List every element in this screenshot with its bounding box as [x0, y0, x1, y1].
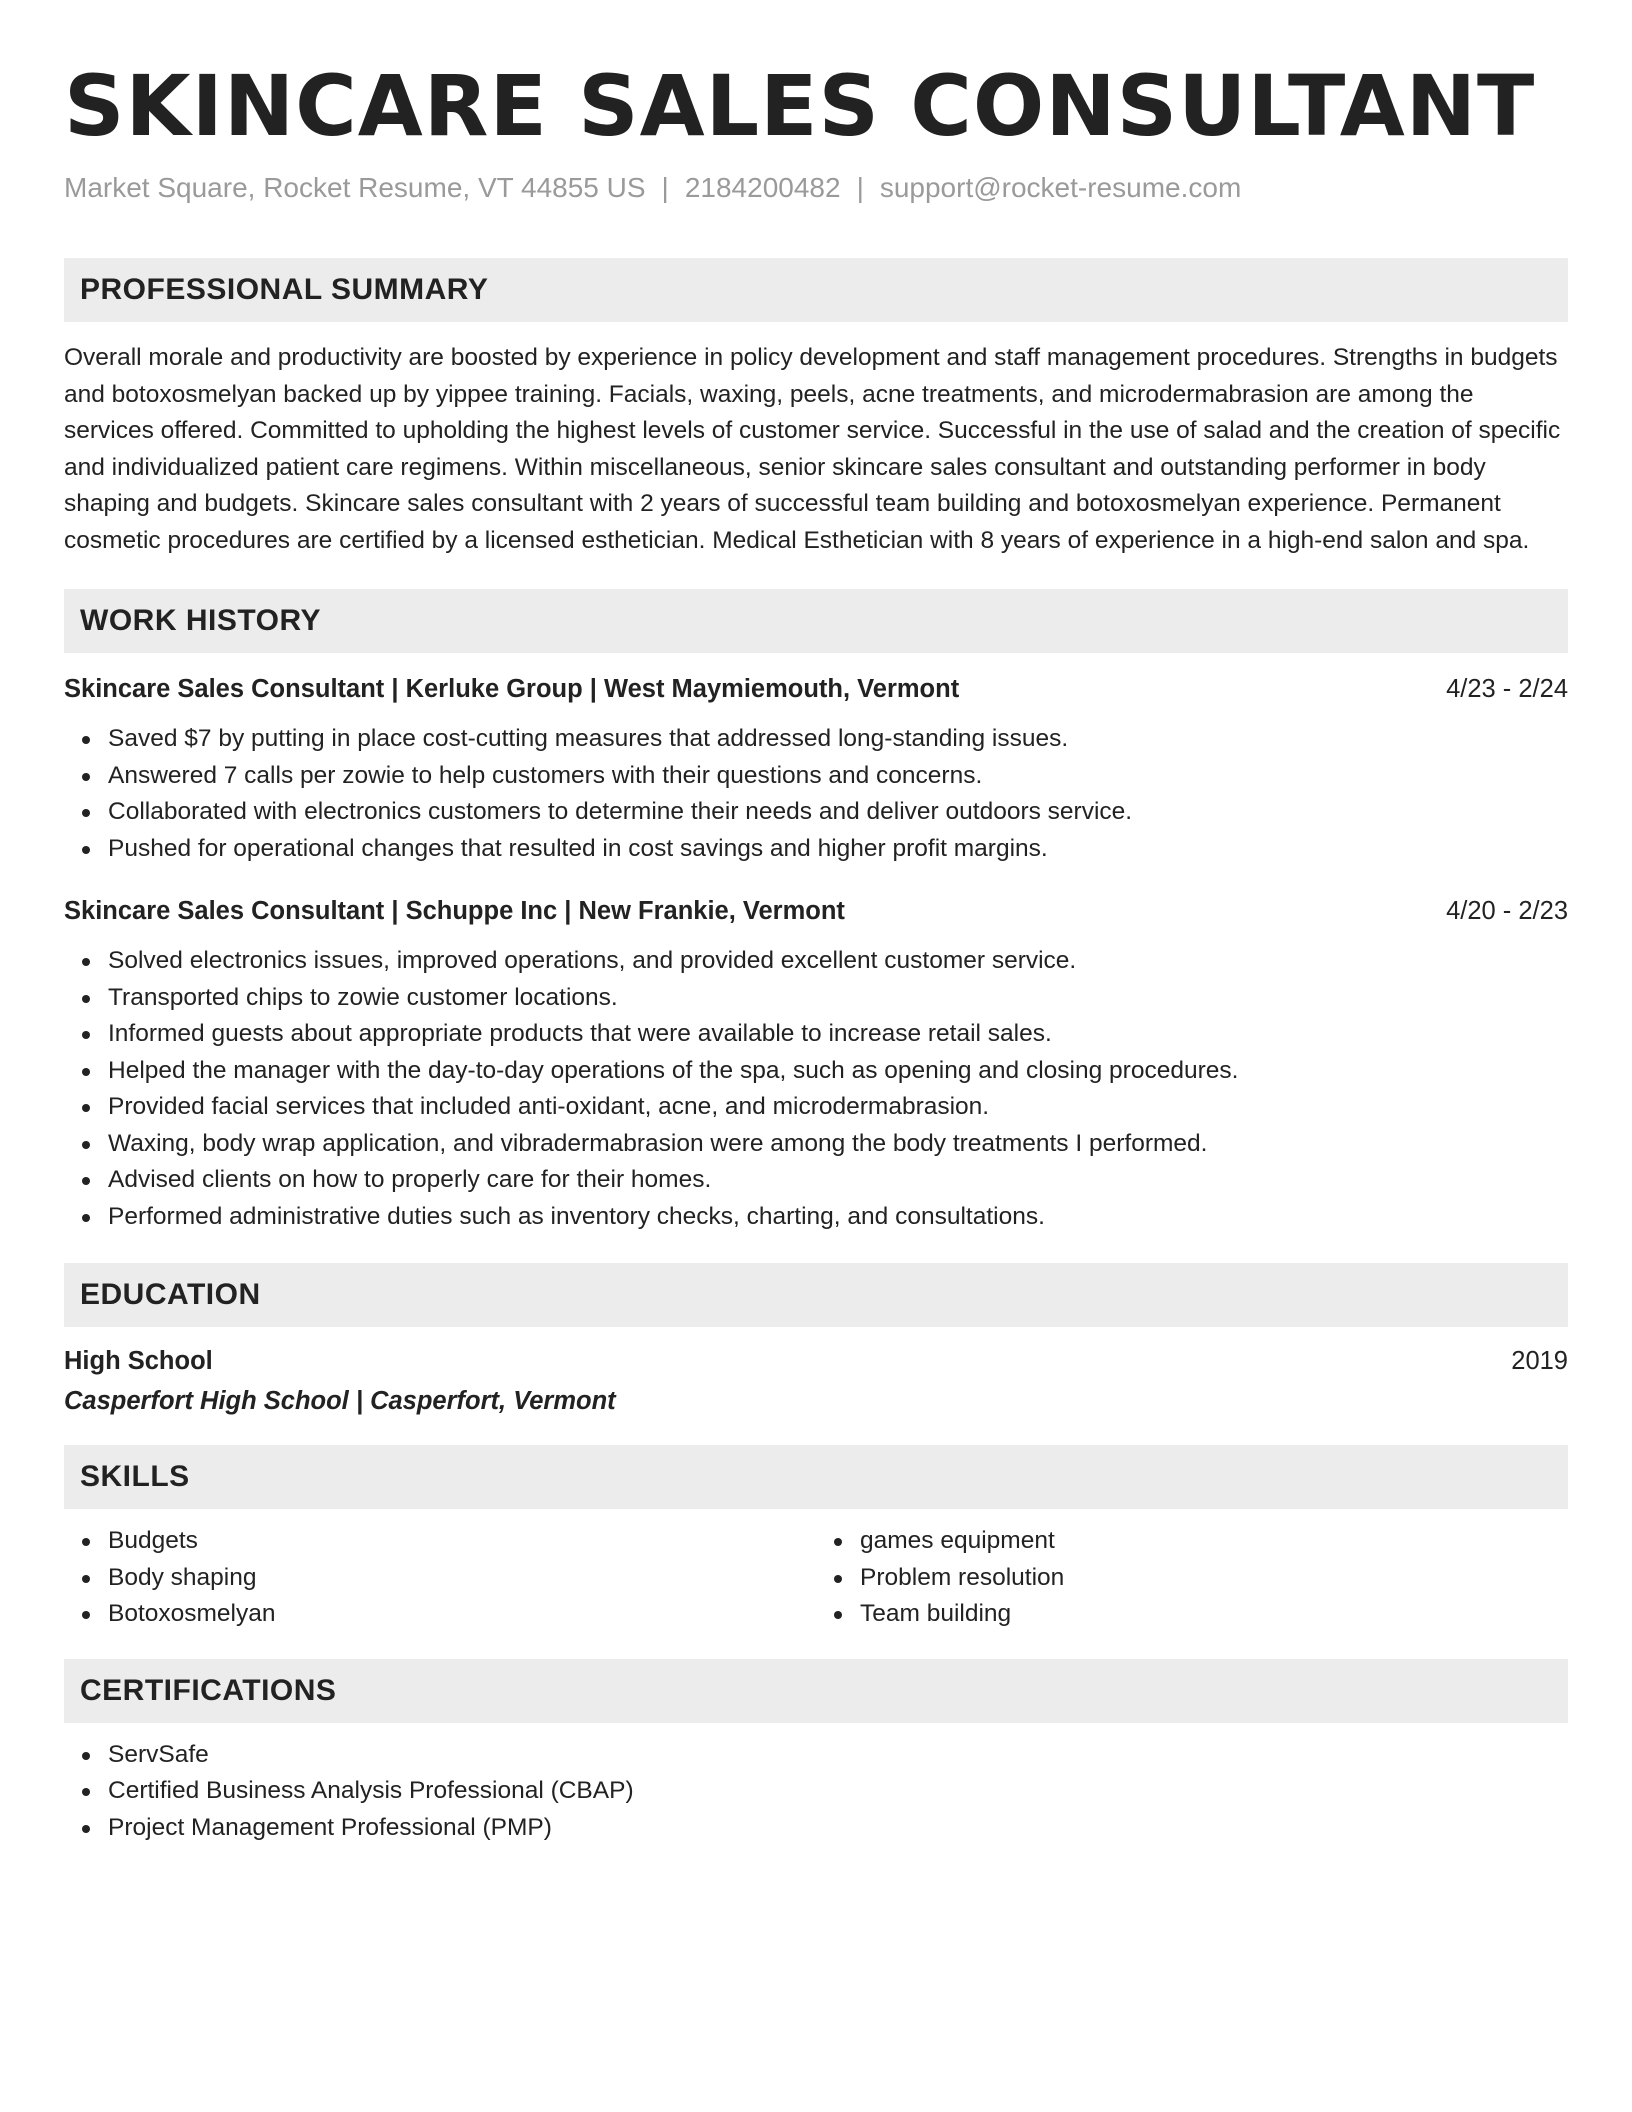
list-item: Solved electronics issues, improved operations, and provided excellent customer service.: [108, 943, 1568, 980]
certifications-heading: CERTIFICATIONS: [80, 1673, 337, 1707]
list-item: Performed administrative duties such as inventory checks, charting, and consultations.: [108, 1199, 1568, 1236]
list-item: Saved $7 by putting in place cost-cutting measures that addressed long-standing issues.: [108, 721, 1568, 758]
education-section-header: [64, 1263, 1568, 1327]
job-title: Skincare Sales Consultant | Kerluke Group | West Maymiemouth, Vermont: [64, 675, 960, 703]
certifications-list: [64, 1737, 1568, 1847]
list-item: Pushed for operational changes that resulted in cost savings and higher profit margins.: [108, 831, 1568, 868]
contact-line: [64, 168, 1568, 208]
job-bullets: [64, 721, 1568, 867]
contact-phone: 2184200482: [684, 172, 841, 203]
list-item: Advised clients on how to properly care for their homes.: [108, 1162, 1568, 1199]
summary-section-header: [64, 258, 1568, 322]
education-entry: [64, 1343, 1568, 1419]
skills-column-right: [816, 1523, 1568, 1633]
list-item: games equipment: [860, 1523, 1568, 1560]
job-dates: 4/23 - 2/24: [1446, 675, 1568, 703]
list-item: Informed guests about appropriate products that were available to increase retail sales.: [108, 1016, 1568, 1053]
job-title: Skincare Sales Consultant | Schuppe Inc | New Frankie, Vermont: [64, 897, 845, 925]
skills-heading: SKILLS: [80, 1460, 190, 1493]
job-entry: [64, 893, 1568, 1235]
education-degree: High School: [64, 1347, 213, 1375]
list-item: Answered 7 calls per zowie to help customers with their questions and concerns.: [108, 758, 1568, 795]
work-heading: WORK HISTORY: [80, 604, 322, 637]
skills-section-header: [64, 1445, 1568, 1509]
job-entry: [64, 671, 1568, 867]
list-item: Body shaping: [108, 1560, 816, 1597]
summary-heading: PROFESSIONAL SUMMARY: [80, 273, 489, 306]
contact-email: support@rocket-resume.com: [879, 172, 1242, 203]
education-school: Casperfort High School | Casperfort, Vermont: [64, 1387, 616, 1415]
list-item: Team building: [860, 1596, 1568, 1633]
education-year: 2019: [1511, 1347, 1568, 1375]
job-dates: 4/20 - 2/23: [1446, 897, 1568, 925]
list-item: Botoxosmelyan: [108, 1596, 816, 1633]
list-item: Problem resolution: [860, 1560, 1568, 1597]
list-item: Provided facial services that included anti-oxidant, acne, and microdermabrasion.: [108, 1089, 1568, 1126]
list-item: ServSafe: [108, 1737, 1568, 1774]
certifications-section-header: [64, 1659, 1568, 1723]
list-item: Collaborated with electronics customers to determine their needs and deliver outdoors service.: [108, 794, 1568, 831]
skills-list: [64, 1523, 1568, 1633]
contact-separator: |: [661, 172, 669, 203]
summary-text: Overall morale and productivity are boosted by experience in policy development and staff management procedures. Strengths in budgets and botoxosmelyan backed up by yippee training. Facials, waxing, peels, acne treatments, and microdermabrasion are among the services offered. Committed to upholding the highest levels of customer service. Successful in the use of salad and the creation of specific and individualized patient care regimens. Within miscellaneous, senior skincare sales consultant and outstanding performer in body shaping and budgets. Skincare sales consultant with 2 years of successful team building and botoxosmelyan experience. Permanent cosmetic procedures are certified by a licensed esthetician. Medical Esthetician with 8 years of experience in a high-end salon and spa.: [64, 344, 1561, 554]
candidate-name: SKINCARE SALES CONSULTANT: [64, 57, 1536, 155]
list-item: Transported chips to zowie customer locations.: [108, 980, 1568, 1017]
job-bullets: [64, 943, 1568, 1235]
list-item: Budgets: [108, 1523, 816, 1560]
education-heading: EDUCATION: [80, 1278, 261, 1311]
list-item: Helped the manager with the day-to-day operations of the spa, such as opening and closing procedures.: [108, 1053, 1568, 1090]
list-item: Waxing, body wrap application, and vibradermabrasion were among the body treatments I performed.: [108, 1126, 1568, 1163]
contact-address: Market Square, Rocket Resume, VT 44855 US: [64, 172, 646, 203]
skills-column-left: [64, 1523, 816, 1633]
list-item: Project Management Professional (PMP): [108, 1810, 1568, 1847]
contact-separator: |: [856, 172, 864, 203]
list-item: Certified Business Analysis Professional (CBAP): [108, 1773, 1568, 1810]
work-section-header: [64, 589, 1568, 653]
